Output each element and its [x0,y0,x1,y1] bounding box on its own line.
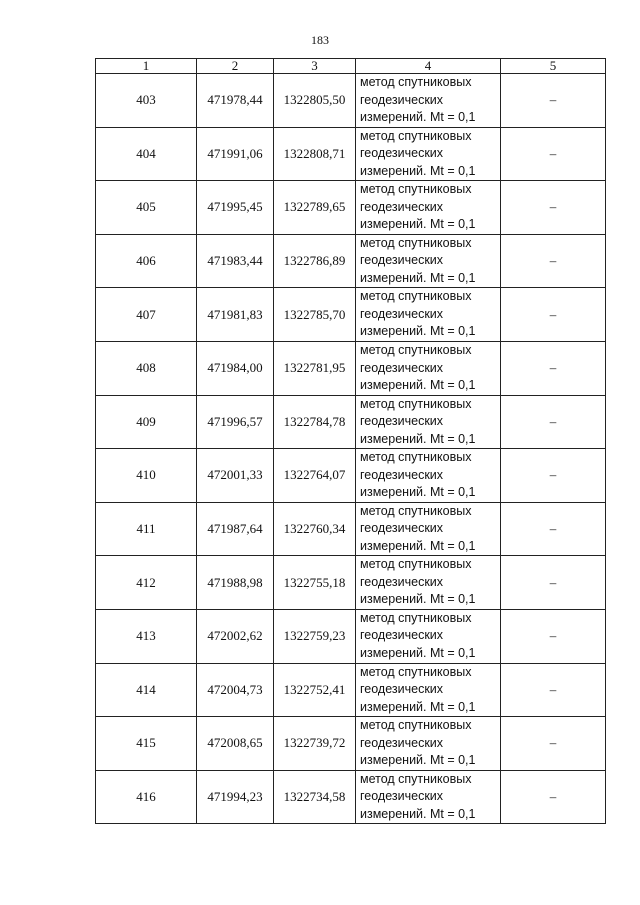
y-coordinate-cell: 1322734,58 [274,770,356,824]
method-text-line: метод спутниковых [360,343,472,358]
note-cell: – [501,341,606,395]
y-coordinate-cell: 1322752,41 [274,663,356,717]
method-text-line: измерений. Mt = 0,1 [360,324,476,339]
table-row [96,395,606,449]
method-text-line: геодезических [360,306,444,321]
note-cell: – [501,449,606,503]
table-row [96,502,606,556]
x-coordinate-cell: 471987,64 [197,502,274,556]
note-cell: – [501,288,606,342]
method-cell [356,609,501,663]
method-text-line: измерений. Mt = 0,1 [360,485,476,500]
method-text-line: геодезических [360,360,444,375]
x-coordinate-cell: 471996,57 [197,395,274,449]
note-cell: – [501,502,606,556]
x-coordinate-cell: 472008,65 [197,717,274,771]
table-header-row [96,59,606,74]
y-coordinate-cell: 1322784,78 [274,395,356,449]
note-cell: – [501,395,606,449]
method-text-line: метод спутниковых [360,557,472,572]
method-text-line: геодезических [360,682,444,697]
point-number-cell: 407 [96,288,197,342]
method-cell [356,127,501,181]
method-text-line: измерений. Mt = 0,1 [360,431,476,446]
point-number-cell: 415 [96,717,197,771]
method-cell [356,395,501,449]
x-coordinate-cell: 471994,23 [197,770,274,824]
table-row [96,74,606,128]
method-text-line: метод спутниковых [360,610,472,625]
method-text-line: геодезических [360,628,444,643]
method-cell [356,74,501,128]
method-text-line: измерений. Mt = 0,1 [360,163,476,178]
note-cell: – [501,663,606,717]
y-coordinate-cell: 1322764,07 [274,449,356,503]
y-coordinate-cell: 1322759,23 [274,609,356,663]
note-cell: – [501,127,606,181]
method-cell [356,770,501,824]
point-number-cell: 414 [96,663,197,717]
method-text-line: геодезических [360,146,444,161]
point-number-cell: 408 [96,341,197,395]
method-text-line: метод спутниковых [360,182,472,197]
note-cell: – [501,609,606,663]
x-coordinate-cell: 471988,98 [197,556,274,610]
x-coordinate-cell: 472001,33 [197,449,274,503]
method-text-line: метод спутниковых [360,718,472,733]
point-number-cell: 403 [96,74,197,128]
method-text-line: геодезических [360,253,444,268]
table-row [96,609,606,663]
column-header-1: 1 [96,59,197,74]
method-text-line: измерений. Mt = 0,1 [360,592,476,607]
method-text-line: метод спутниковых [360,289,472,304]
point-number-cell: 409 [96,395,197,449]
point-number-cell: 411 [96,502,197,556]
method-text-line: метод спутниковых [360,771,472,786]
table-row [96,234,606,288]
table-row [96,556,606,610]
method-cell [356,663,501,717]
method-cell [356,449,501,503]
method-text-line: метод спутниковых [360,503,472,518]
method-text-line: геодезических [360,735,444,750]
method-text-line: измерений. Mt = 0,1 [360,378,476,393]
method-text-line: измерений. Mt = 0,1 [360,645,476,660]
method-text-line: измерений. Mt = 0,1 [360,753,476,768]
note-cell: – [501,770,606,824]
note-cell: – [501,234,606,288]
column-header-3: 3 [274,59,356,74]
method-text-line: измерений. Mt = 0,1 [360,217,476,232]
x-coordinate-cell: 471984,00 [197,341,274,395]
y-coordinate-cell: 1322739,72 [274,717,356,771]
x-coordinate-cell: 471983,44 [197,234,274,288]
method-cell [356,556,501,610]
point-number-cell: 416 [96,770,197,824]
y-coordinate-cell: 1322786,89 [274,234,356,288]
y-coordinate-cell: 1322808,71 [274,127,356,181]
y-coordinate-cell: 1322789,65 [274,181,356,235]
point-number-cell: 404 [96,127,197,181]
point-number-cell: 405 [96,181,197,235]
note-cell: – [501,74,606,128]
note-cell: – [501,181,606,235]
method-text-line: метод спутниковых [360,450,472,465]
y-coordinate-cell: 1322781,95 [274,341,356,395]
method-cell [356,234,501,288]
method-text-line: метод спутниковых [360,396,472,411]
column-header-4: 4 [356,59,501,74]
method-cell [356,502,501,556]
table-row [96,181,606,235]
table-row [96,341,606,395]
method-cell [356,181,501,235]
method-text-line: измерений. Mt = 0,1 [360,806,476,821]
note-cell: – [501,556,606,610]
method-cell [356,717,501,771]
method-text-line: геодезических [360,92,444,107]
table-row [96,663,606,717]
y-coordinate-cell: 1322785,70 [274,288,356,342]
table-row [96,288,606,342]
table-row [96,449,606,503]
method-cell [356,341,501,395]
table-row [96,717,606,771]
x-coordinate-cell: 472004,73 [197,663,274,717]
method-text-line: геодезических [360,789,444,804]
method-text-line: геодезических [360,467,444,482]
table-body [96,74,606,824]
x-coordinate-cell: 472002,62 [197,609,274,663]
method-text-line: измерений. Mt = 0,1 [360,699,476,714]
x-coordinate-cell: 471991,06 [197,127,274,181]
table-row [96,770,606,824]
method-text-line: метод спутниковых [360,235,472,250]
y-coordinate-cell: 1322805,50 [274,74,356,128]
method-text-line: измерений. Mt = 0,1 [360,110,476,125]
method-text-line: измерений. Mt = 0,1 [360,270,476,285]
column-header-2: 2 [197,59,274,74]
x-coordinate-cell: 471981,83 [197,288,274,342]
method-text-line: геодезических [360,199,444,214]
point-number-cell: 410 [96,449,197,503]
method-text-line: метод спутниковых [360,664,472,679]
page-number: 183 [311,33,329,47]
x-coordinate-cell: 471995,45 [197,181,274,235]
point-number-cell: 412 [96,556,197,610]
method-text-line: геодезических [360,414,444,429]
method-text-line: геодезических [360,574,444,589]
method-text-line: геодезических [360,521,444,536]
x-coordinate-cell: 471978,44 [197,74,274,128]
method-text-line: метод спутниковых [360,75,472,90]
method-text-line: измерений. Mt = 0,1 [360,538,476,553]
y-coordinate-cell: 1322755,18 [274,556,356,610]
coordinates-table [95,58,606,824]
column-header-5: 5 [501,59,606,74]
point-number-cell: 406 [96,234,197,288]
point-number-cell: 413 [96,609,197,663]
y-coordinate-cell: 1322760,34 [274,502,356,556]
method-text-line: метод спутниковых [360,128,472,143]
method-cell [356,288,501,342]
table-row [96,127,606,181]
note-cell: – [501,717,606,771]
